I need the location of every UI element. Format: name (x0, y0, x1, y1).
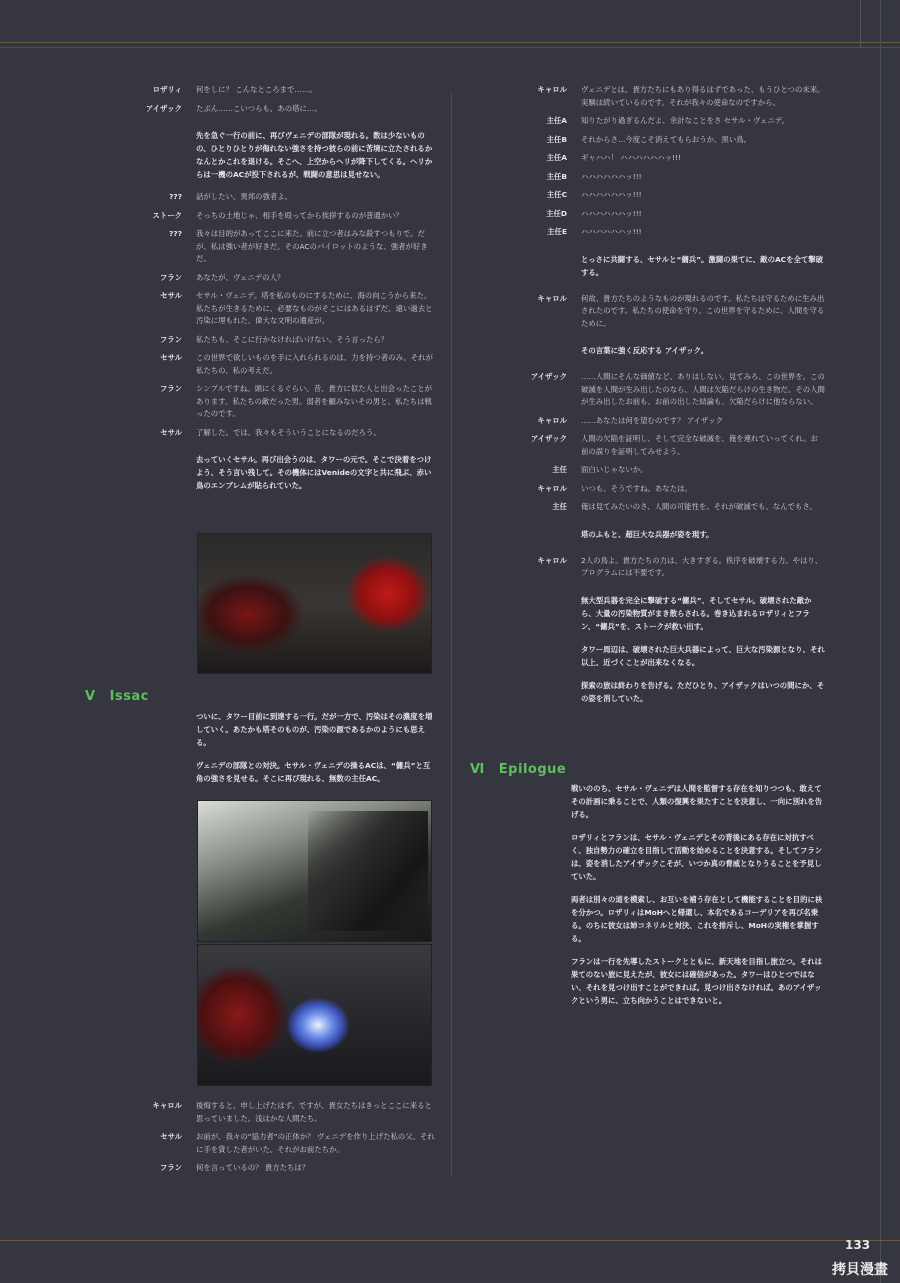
dialogue-line (505, 189, 825, 202)
dialogue-line (505, 501, 825, 514)
speaker: フラン (159, 384, 182, 393)
line-text: あなたが、ヴェニデの人？ (196, 272, 285, 282)
narration: 探索の旅は終わりを告げる。ただひとり、アイザックはいつの間にか、その姿を消していた。 (581, 680, 825, 703)
speaker: キャロル (537, 293, 567, 303)
dialogue-line (505, 152, 825, 165)
speaker: セサル (160, 427, 182, 437)
dialogue-line (130, 228, 435, 266)
line-text: セサル・ヴェニデ。塔を私のものにするために、海の向こうから来た。私たちが生きるために、必要なものがそこにはあるはずだ。遠い過去と汚染に埋もれた、偉大な文明の遺産が。 (196, 291, 433, 325)
speaker: キャロル (537, 555, 567, 565)
line-text: ハハハハハハッ!!! (581, 171, 642, 181)
line-text: 知りたがり過ぎるんだよ、余計なことをさ セサル・ヴェニデ。 (581, 116, 790, 125)
dialogue-line (505, 226, 825, 239)
dialogue-line (505, 464, 825, 477)
line-text: 何故、貴方たちのようなものが現れるのです。私たちは守るために生み出されたのです。私たちの使命を守り、この世界を守るために、人間を守るために。 (581, 293, 825, 328)
section-title: Issac (109, 689, 149, 704)
speaker: キャロル (537, 85, 567, 94)
page-number: 133 (845, 1238, 871, 1252)
dialogue-line (505, 84, 825, 109)
speaker: セサル (160, 1132, 182, 1141)
speaker: 主任A (546, 116, 567, 125)
right-column (505, 84, 825, 715)
dialogue-line (130, 272, 435, 285)
line-text: 我々は目的があってここに来た。前に立つ者はみな殺すつもりで。だが、私は強い者が好きだ。そのACのパイロットのような、強者が好きだ。 (196, 229, 428, 263)
dialogue-block (130, 84, 435, 115)
dialogue-line (505, 208, 825, 221)
narration: とっさに共闘する、セサルと“傭兵”。激闘の果てに、敵のACを全て撃破する。 (581, 254, 824, 277)
dialogue-line (130, 383, 435, 421)
dialogue-line (130, 1100, 435, 1125)
speaker: 主任C (546, 190, 567, 199)
dialogue-line (130, 352, 435, 377)
narration: タワー周辺は、破壊された巨大兵器によって、巨大な汚染源となり、それ以上、近づくことが出来なくなる。 (581, 644, 825, 667)
speaker: ストーク (152, 210, 182, 220)
line-text: 人間の欠陥を証明し、そして完全な破滅を、俺を連れていってくれ。お前の誤りを証明してみせよう。 (581, 434, 818, 456)
line-text: 話がしたい、異邦の強者よ。 (196, 192, 293, 201)
top-frame-line (0, 42, 900, 48)
line-text: そっちの土地じゃ、相手を殴ってから挨拶するのが普通かい？ (196, 210, 403, 220)
dialogue-line (505, 293, 825, 331)
speaker: アイザック (145, 103, 182, 113)
dialogue-line (505, 433, 825, 458)
dialogue-line (130, 191, 435, 204)
speaker: 主任B (546, 171, 567, 181)
speaker: キャロル (152, 1101, 182, 1110)
line-text: ハハハハハハッ!!! (581, 190, 642, 199)
narration: 先を急ぐ一行の前に、再びヴェニデの部隊が現れる。数は少ないものの、ひとりひとりが侮れない強さを持つ彼らの前に苦境に立たされるかなんとかこれを退ける。そこへ、上空からヘリが降下してくる。ヘリからは一機のACが投下されるが、戦闘の意思は見せない。 (196, 131, 433, 179)
narration: その言葉に強く反応する アイザック。 (581, 346, 709, 355)
dialogue-line (130, 210, 435, 223)
column-divider (451, 92, 452, 1177)
speaker: 主任 (552, 465, 567, 474)
dialogue-line (130, 1162, 435, 1175)
line-text: 2人の鳥よ。貴方たちの力は、大きすぎる。秩序を破壊する力。やはり、プログラムには不要です。 (581, 555, 823, 577)
left-column (130, 84, 435, 502)
narration: ついに、タワー目前に到達する一行。だが一方で、汚染はその濃度を増していく。あたかも塔そのものが、汚染の源であるかのようにも思える。 (196, 712, 433, 747)
narration: 戦いののち、セサル・ヴェニデは人間を監督する存在を知りつつも、敢えてその計画に乗ることで、人類の復興を果たすことを決意し、一向に別れを告げる。 (571, 784, 823, 819)
speaker: セサル (160, 353, 182, 362)
dialogue-line (130, 84, 435, 97)
narration: 両者は別々の道を模索し、お互いを補う存在として機能することを目的に袂を分かつ。ロザリィはMoHへと帰還し、本名であるコーデリアを再び名乗る。のちに彼女は姉コネリルと対決、これを排斥し、MoHの実権を掌握する。 (571, 895, 823, 943)
dialogue-line (505, 115, 825, 128)
speaker: キャロル (537, 415, 567, 425)
line-text: この世界で欲しいものを手に入れられるのは、力を持つ者のみ。それが私たちの、私の考えだ。 (196, 353, 433, 375)
line-text: ……あなたは何を望むのです？ アイザック (581, 415, 723, 425)
dialogue-line (505, 483, 825, 496)
watermark: 拷貝漫畫 (832, 1262, 888, 1278)
dialogue-line (505, 134, 825, 147)
left-column-issac (130, 710, 435, 795)
right-frame-line (880, 0, 881, 1283)
dialogue-block (130, 191, 435, 439)
speaker: フラン (159, 334, 182, 344)
speaker: 主任A (546, 153, 567, 162)
line-text: それからさ…今度こそ消えてもらおうか、黒い鳥。 (581, 134, 751, 144)
narration: ロザリィとフランは、セサル・ヴェニデとその背後にある存在に対抗すべく、独自勢力の確立を目指して活動を始めることを決意する。そしてフランは、姿を消したアイザックこそが、いつか真の脅威となりうることを予見していた。 (571, 833, 823, 881)
left-column-bottom (130, 1100, 435, 1181)
right-column-epilogue (505, 782, 825, 1017)
speaker: セサル (160, 291, 182, 300)
section-title: Epilogue (498, 762, 567, 777)
speaker: アイザック (530, 372, 567, 381)
narration: フランは一行を先導したストークとともに、新天地を目指し旅立つ。それは果てのない旅に見えたが、彼女には確信があった。タワーはひとつではない、それを見つけ出すことができれば。見つけ出さなければ。あのアイザックという男に、立ち向かうことはできないと。 (571, 957, 822, 1005)
dialogue-line (130, 103, 435, 116)
dialogue-line (505, 371, 825, 409)
narration: 去っていくセサル。再び出会うのは、タワーの元で。そこで決着をつけよう、そう言い残して。その機体にはVenideの文字と共に飛ぶ、赤い鳥のエンブレムが貼られていた。 (196, 455, 432, 490)
line-text: 後悔すると、申し上げたはず。ですが、貴女たちはきっとここに来ると思っていました。浅はかな人間たち。 (196, 1101, 432, 1123)
speaker: 主任D (546, 208, 567, 218)
dialogue-line (505, 171, 825, 184)
line-text: 面白いじゃないか。 (581, 465, 648, 474)
game-screenshot-battle-field (197, 800, 432, 942)
line-text: ハハハハハハッ!!! (581, 227, 642, 236)
speaker: キャロル (537, 483, 567, 493)
line-text: いつも、そうですね。あなたは。 (581, 483, 692, 493)
dialogue-line (130, 1131, 435, 1156)
speaker: アイザック (530, 434, 567, 443)
line-text: 了解した。では、我々もそういうことになるのだろう。 (196, 427, 381, 437)
section-numeral: Ⅴ (85, 689, 96, 704)
line-text: ハハハハハハッ!!! (581, 208, 642, 218)
narration: ヴェニデの部隊との対決。セサル・ヴェニデの操るACは、“傭兵”と互角の強さを見せる。そこに再び現れる、無数の主任AC。 (196, 761, 431, 783)
line-text: たぶん……こいつらも、あの塔に…。 (196, 103, 322, 113)
narration: 無大型兵器を完全に撃破する“傭兵”、そしてセサル。破壊された敵から、大量の汚染物質がまき散らされる。巻き込まれるロザリィとフラン、“傭兵”を、ストークが救い出す。 (581, 595, 812, 631)
speaker: 主任E (547, 227, 567, 236)
dialogue-line (130, 290, 435, 328)
line-text: 私たちも、そこに行かなければいけない。そう言ったら？ (196, 334, 389, 344)
game-screenshot-red-ac (197, 533, 432, 674)
speaker: ??? (169, 192, 182, 201)
speaker: フラン (159, 1163, 182, 1172)
line-text: ……人間にそんな価値など、ありはしない。見てみろ、この世界を。この破滅を人間が生み出したのなら、人間は欠陥だらけの生き物だ。その人間が生み出したお前も、お前の出した結論も、欠陥だらけに他ならない。 (581, 372, 825, 406)
speaker: ??? (169, 229, 182, 238)
game-screenshot-blue-blast (197, 944, 432, 1086)
dialogue-line (130, 427, 435, 440)
speaker: 主任 (552, 502, 567, 511)
line-text: ギャハハ！ ハハハハハハッ!!! (581, 153, 681, 162)
speaker: フラン (159, 272, 182, 282)
section-heading-issac (85, 689, 149, 704)
dialogue-line (130, 334, 435, 347)
speaker: ロザリィ (152, 85, 182, 94)
section-numeral: Ⅵ (470, 762, 485, 777)
speaker: 主任B (546, 134, 567, 144)
line-text: お前が、我々の“協力者”の正体か？ ヴェニデを作り上げた私の父、それに手を貸した者がいた。それがお前たちか。 (196, 1132, 435, 1154)
dialogue-line (505, 415, 825, 428)
dialogue-line (505, 555, 825, 580)
line-text: 何を言っているの？ 貴方たちは？ (196, 1163, 310, 1172)
narration: 塔のふもと、超巨大な兵器が姿を現す。 (581, 529, 714, 539)
line-text: 何をしに？ こんなところまで……。 (196, 85, 317, 94)
line-text: 俺は見てみたいのさ、人間の可能性を。それが破滅でも、なんでもさ。 (581, 502, 817, 511)
section-heading-epilogue (470, 762, 566, 777)
line-text: ヴェニデとは、貴方たちにもあり得るはずであった、もうひとつの未来。実験は続いているのです。それが我々の使命なのですから。 (581, 85, 825, 107)
line-text: シンプルですね。頭にくるぐらい。昔、貴方に似た人と出会ったことがあります。私たちの敵だった男。弱者を顧みないその男と、私たちは戦ったのです。 (196, 384, 433, 418)
bottom-frame-line (0, 1240, 900, 1241)
